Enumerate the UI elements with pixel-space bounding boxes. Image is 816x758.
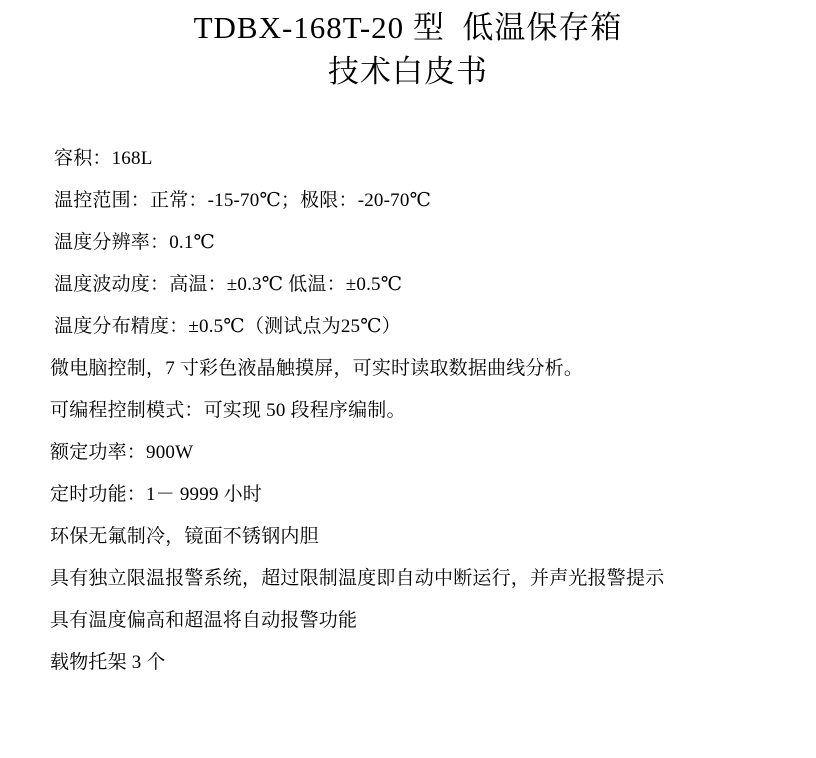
title-line-1: TDBX-168T-20 型 低温保存箱	[193, 10, 623, 45]
title-line-2: 技术白皮书	[328, 54, 488, 89]
spec-item-alarm-system: 具有独立限温报警系统，超过限制温度即自动中断运行，并声光报警提示	[50, 568, 665, 589]
spec-item-temperature-uniformity: 温度分布精度：±0.5℃（测试点为25℃）	[54, 316, 401, 337]
spec-item-temperature-resolution: 温度分辨率：0.1℃	[54, 232, 216, 253]
spec-item-over-temperature-alarm: 具有温度偏高和超温将自动报警功能	[50, 610, 358, 631]
specification-list	[0, 138, 816, 684]
document-title	[0, 0, 816, 94]
spec-item-temperature-range: 温控范围：正常：-15-70℃；极限：-20-70℃	[54, 190, 432, 211]
spec-item-program-mode: 可编程控制模式：可实现 50 段程序编制。	[50, 400, 406, 421]
spec-item-volume: 容积：168L	[54, 148, 153, 169]
spec-item-refrigeration: 环保无氟制冷，镜面不锈钢内胆	[50, 526, 319, 547]
spec-item-shelves: 载物托架 3 个	[50, 652, 166, 673]
spec-item-temperature-fluctuation: 温度波动度：高温：±0.3℃ 低温：±0.5℃	[54, 274, 403, 295]
spec-item-controller: 微电脑控制，7 寸彩色液晶触摸屏，可实时读取数据曲线分析。	[50, 358, 584, 379]
spec-item-rated-power: 额定功率：900W	[50, 442, 194, 463]
spec-item-timer: 定时功能：1－ 9999 小时	[50, 484, 263, 505]
